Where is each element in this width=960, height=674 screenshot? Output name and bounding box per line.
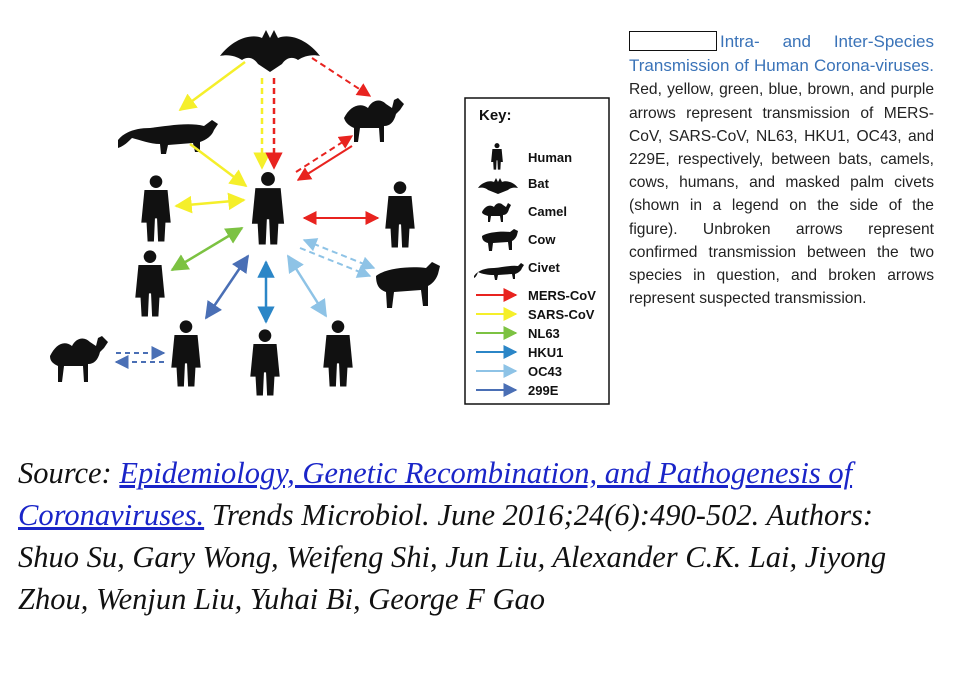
key-label-civet: Civet <box>528 260 560 275</box>
key-label-sars: SARS-CoV <box>528 307 595 322</box>
caption-label-box <box>629 31 717 51</box>
figure-caption <box>629 30 934 310</box>
camel-icon <box>344 98 404 142</box>
caption-body: Red, yellow, green, blue, brown, and purple arrows represent transmission of MERS-CoV, SARS-CoV, NL63, HKU1, OC43, and 229E, respectively, between bats, camels, cows, humans, and masked palm civets (shown in a legend on the side of the figure). Unbroken arrows represent confirmed transmission between the two species in question, and broken arrows represent suspected transmission. <box>629 81 934 308</box>
human-icon <box>141 175 170 241</box>
key-label-229e: 299E <box>528 383 559 398</box>
mers-dashed-arrow <box>296 136 352 172</box>
source-details: Trends Microbiol. June 2016;24(6):490-502. Authors: Shuo Su, Gary Wong, Weifeng Shi, Jun Liu, Alexander C.K. Lai, Jiyong Zhou, Wenjun Liu, Yuhai Bi, George F Gao <box>18 498 887 616</box>
cow-icon <box>376 262 440 308</box>
key-label-camel: Camel <box>528 204 568 219</box>
key-label-hku1: HKU1 <box>528 345 564 360</box>
229e-arrow <box>206 256 248 318</box>
key-label-mers: MERS-CoV <box>528 288 596 303</box>
oc43-arrow <box>288 256 326 316</box>
mers-arrow <box>298 146 352 180</box>
civet-icon <box>118 120 218 154</box>
caption-title: Intra- and Inter-Species Transmission of Human Corona-viruses. <box>629 32 934 76</box>
human-icon <box>135 250 164 316</box>
key-title: Key: <box>479 107 512 124</box>
sars-arrow <box>180 62 245 110</box>
human-icon <box>252 172 284 244</box>
sars-arrow <box>176 200 244 206</box>
bat-icon <box>220 30 320 72</box>
human-icon <box>323 320 352 386</box>
camel-icon <box>50 336 108 382</box>
source-citation <box>18 452 918 620</box>
human-icon <box>171 320 200 386</box>
mers-dashed-arrow <box>312 58 370 96</box>
key-label-cow: Cow <box>528 232 556 247</box>
key-label-oc43: OC43 <box>528 364 562 379</box>
nl63-arrow <box>172 228 242 270</box>
human-icon <box>385 181 414 247</box>
source-link[interactable]: Epidemiology, Genetic Recombination, and Pathogenesis of Coronaviruses. <box>18 456 853 532</box>
human-icon <box>250 329 279 395</box>
key-label-nl63: NL63 <box>528 326 560 341</box>
source-prefix: Source: <box>18 456 120 490</box>
key-label-human: Human <box>528 150 573 165</box>
sars-arrow <box>190 144 246 186</box>
legend-key <box>465 98 609 404</box>
key-label-bat: Bat <box>528 176 549 191</box>
